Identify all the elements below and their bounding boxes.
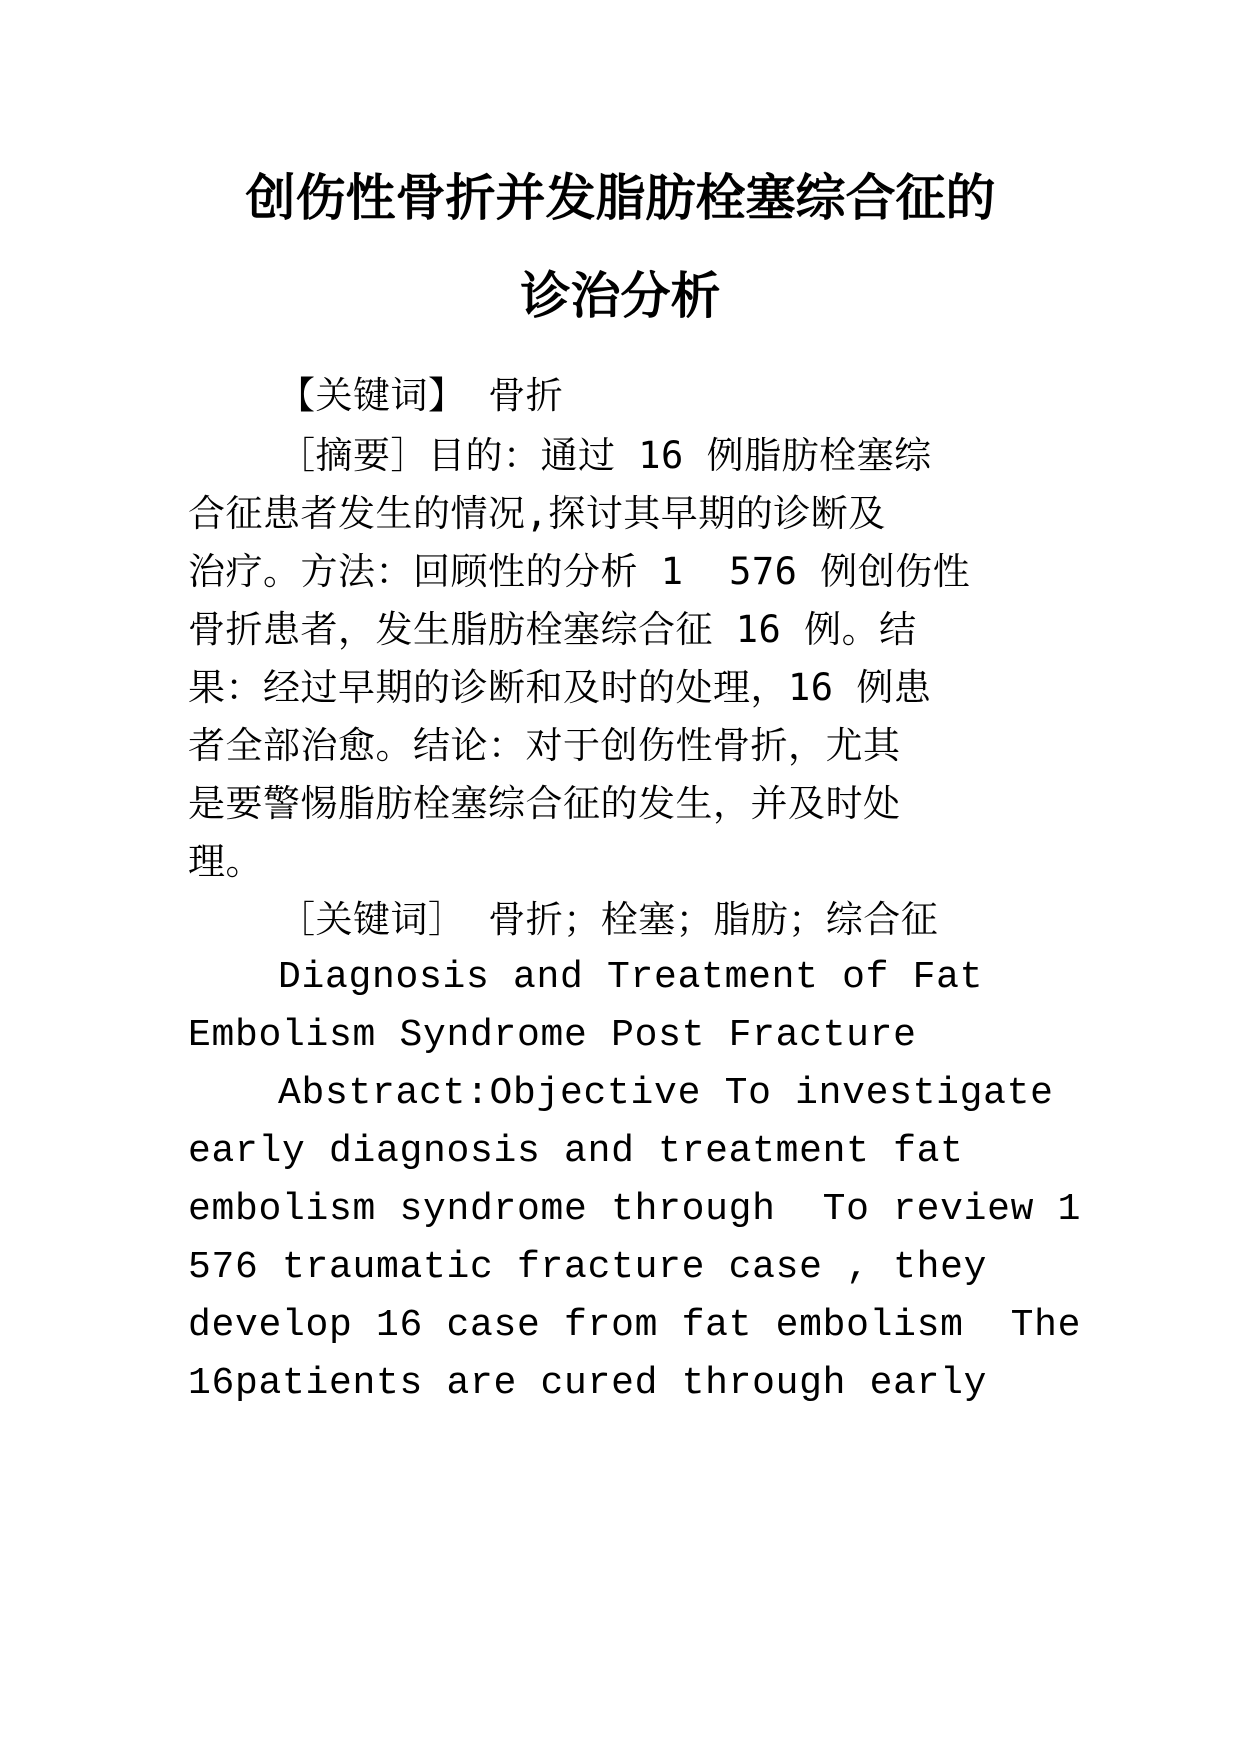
keywords-header: 【关键词】 骨折 [278,374,564,417]
title-en-line: Embolism Syndrome Post Fracture [188,1014,917,1057]
abstract-en-line: 576 traumatic fracture case , they [188,1246,988,1289]
abstract-cn-line: 理。 [188,840,263,883]
abstract-cn-line: 骨折患者，发生脂肪栓塞综合征 16 例。结 [188,608,917,651]
document-title-line-2: 诊治分析 [520,267,721,325]
keywords-cn: ［关键词］ 骨折；栓塞；脂肪；综合征 [278,898,939,941]
abstract-cn-line: 者全部治愈。结论：对于创伤性骨折，尤其 [188,724,901,767]
abstract-en-line: Abstract:Objective To investigate [278,1072,1054,1115]
abstract-en-line: embolism syndrome through To review 1 [188,1188,1082,1231]
abstract-cn-line: 是要警惕脂肪栓塞综合征的发生，并及时处 [188,782,901,825]
abstract-en-line: early diagnosis and treatment fat [188,1130,964,1173]
abstract-cn-line: 合征患者发生的情况,探讨其早期的诊断及 [188,492,886,535]
document-title-line-1: 创伤性骨折并发脂肪栓塞综合征的 [245,169,996,227]
abstract-cn-line: ［摘要］目的：通过 16 例脂肪栓塞综 [278,434,932,477]
abstract-cn-line: 治疗。方法：回顾性的分析 1 576 例创伤性 [188,550,971,593]
abstract-cn-line: 果：经过早期的诊断和及时的处理，16 例患 [188,666,932,709]
title-en-line: Diagnosis and Treatment of Fat [278,956,984,999]
abstract-en-line: develop 16 case from fat embolism The [188,1304,1082,1347]
abstract-en-line: 16patients are cured through early [188,1362,988,1405]
